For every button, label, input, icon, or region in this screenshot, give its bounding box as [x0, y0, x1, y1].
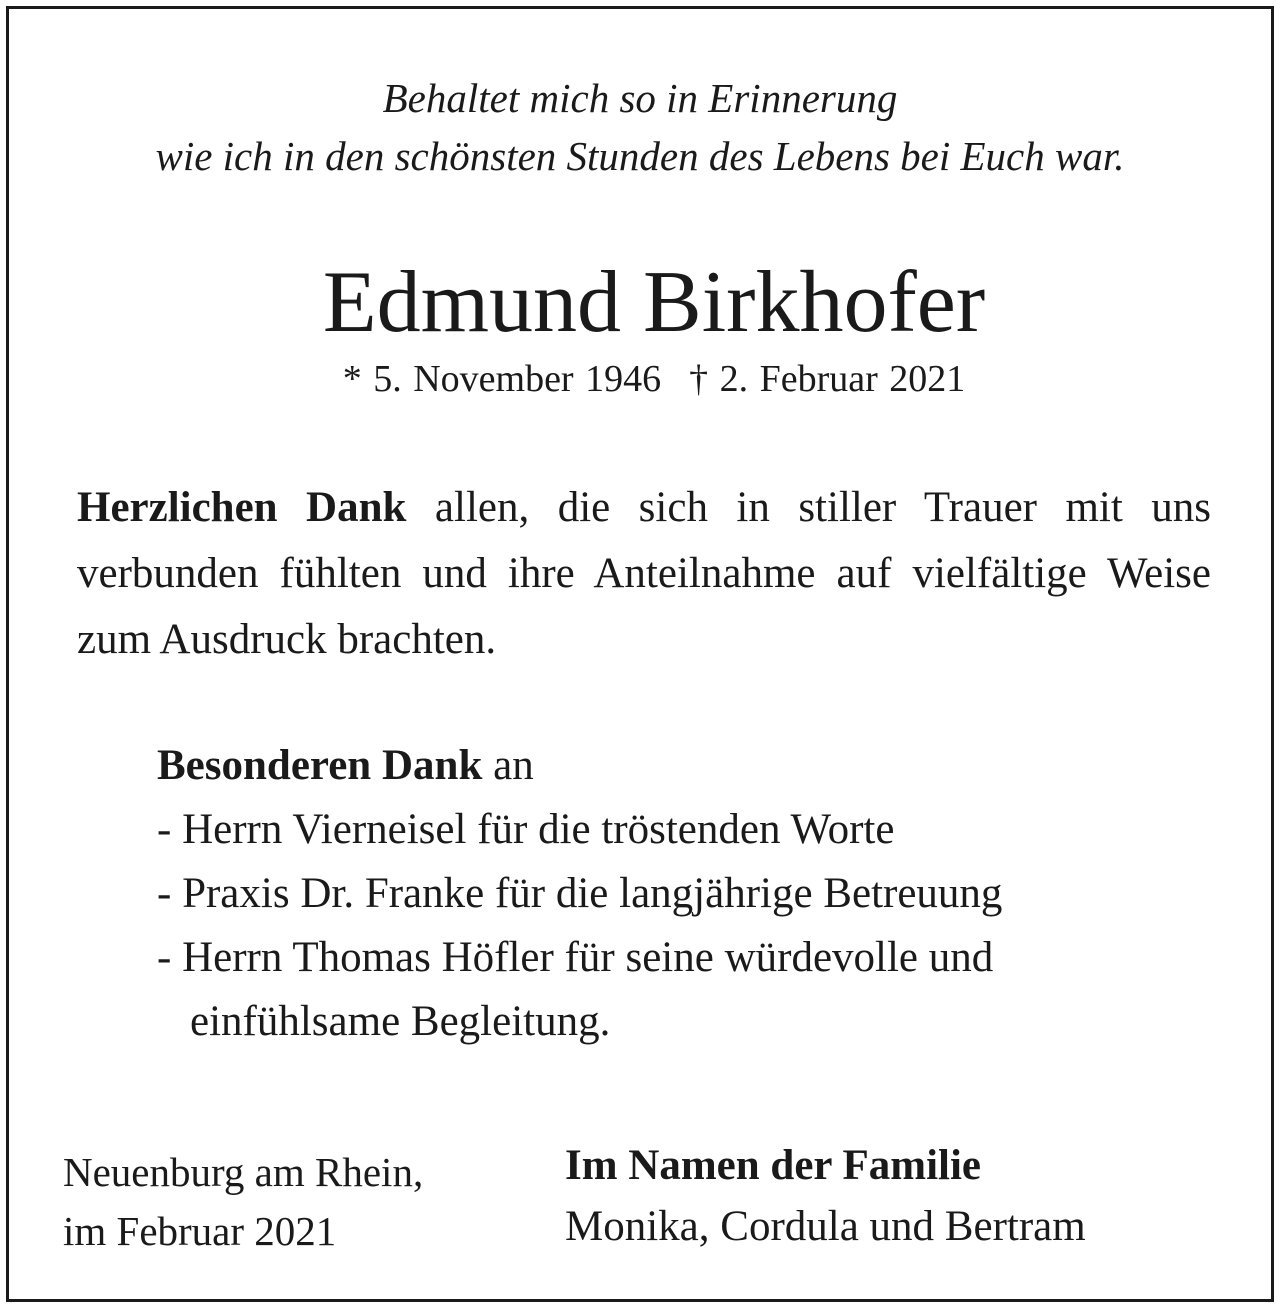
signature-title: Im Namen der Familie: [565, 1142, 981, 1189]
special-thanks-lead-rest: an: [482, 742, 534, 789]
notice-frame: [6, 6, 1274, 1302]
memorial-quote-line-2: wie ich in den schönsten Stunden des Lebens bei Euch war.: [155, 133, 1125, 179]
special-thanks-list: [157, 734, 1002, 1054]
special-thanks-item: - Herrn Thomas Höfler für seine würdevolle und: [157, 934, 994, 981]
special-thanks-item: - Herrn Vierneisel für die tröstenden Worte: [157, 806, 895, 853]
date-line: im Februar 2021: [63, 1208, 337, 1254]
special-thanks-item: - Praxis Dr. Franke für die langjährige Betreuung: [157, 870, 1003, 917]
birth-date: * 5. November 1946: [342, 358, 662, 400]
memorial-quote-line-1: Behaltet mich so in Erinnerung: [382, 75, 898, 121]
deceased-name: Edmund Birkhofer: [322, 254, 986, 351]
place-line: Neuenburg am Rhein,: [63, 1149, 424, 1195]
special-thanks-lead: Besonderen Dank: [157, 742, 483, 789]
thanks-paragraph: [77, 475, 1211, 673]
family-signature: [565, 1135, 1086, 1257]
thanks-paragraph-text: allen, die sich in stiller Trauer mit uns verbunden fühlten und ihre Anteilnahme auf vielfältige Weise zum Ausdruck brachten.: [77, 484, 1211, 663]
life-dates: [9, 356, 1280, 402]
place-and-date: [63, 1143, 423, 1261]
thanks-paragraph-lead: Herzlichen Dank: [77, 484, 407, 531]
special-thanks-item-continuation: einfühlsame Begleitung.: [190, 998, 611, 1045]
signature-names: Monika, Cordula und Bertram: [565, 1203, 1086, 1250]
death-date: † 2. Februar 2021: [689, 358, 966, 400]
special-thanks-heading: [157, 734, 1002, 798]
